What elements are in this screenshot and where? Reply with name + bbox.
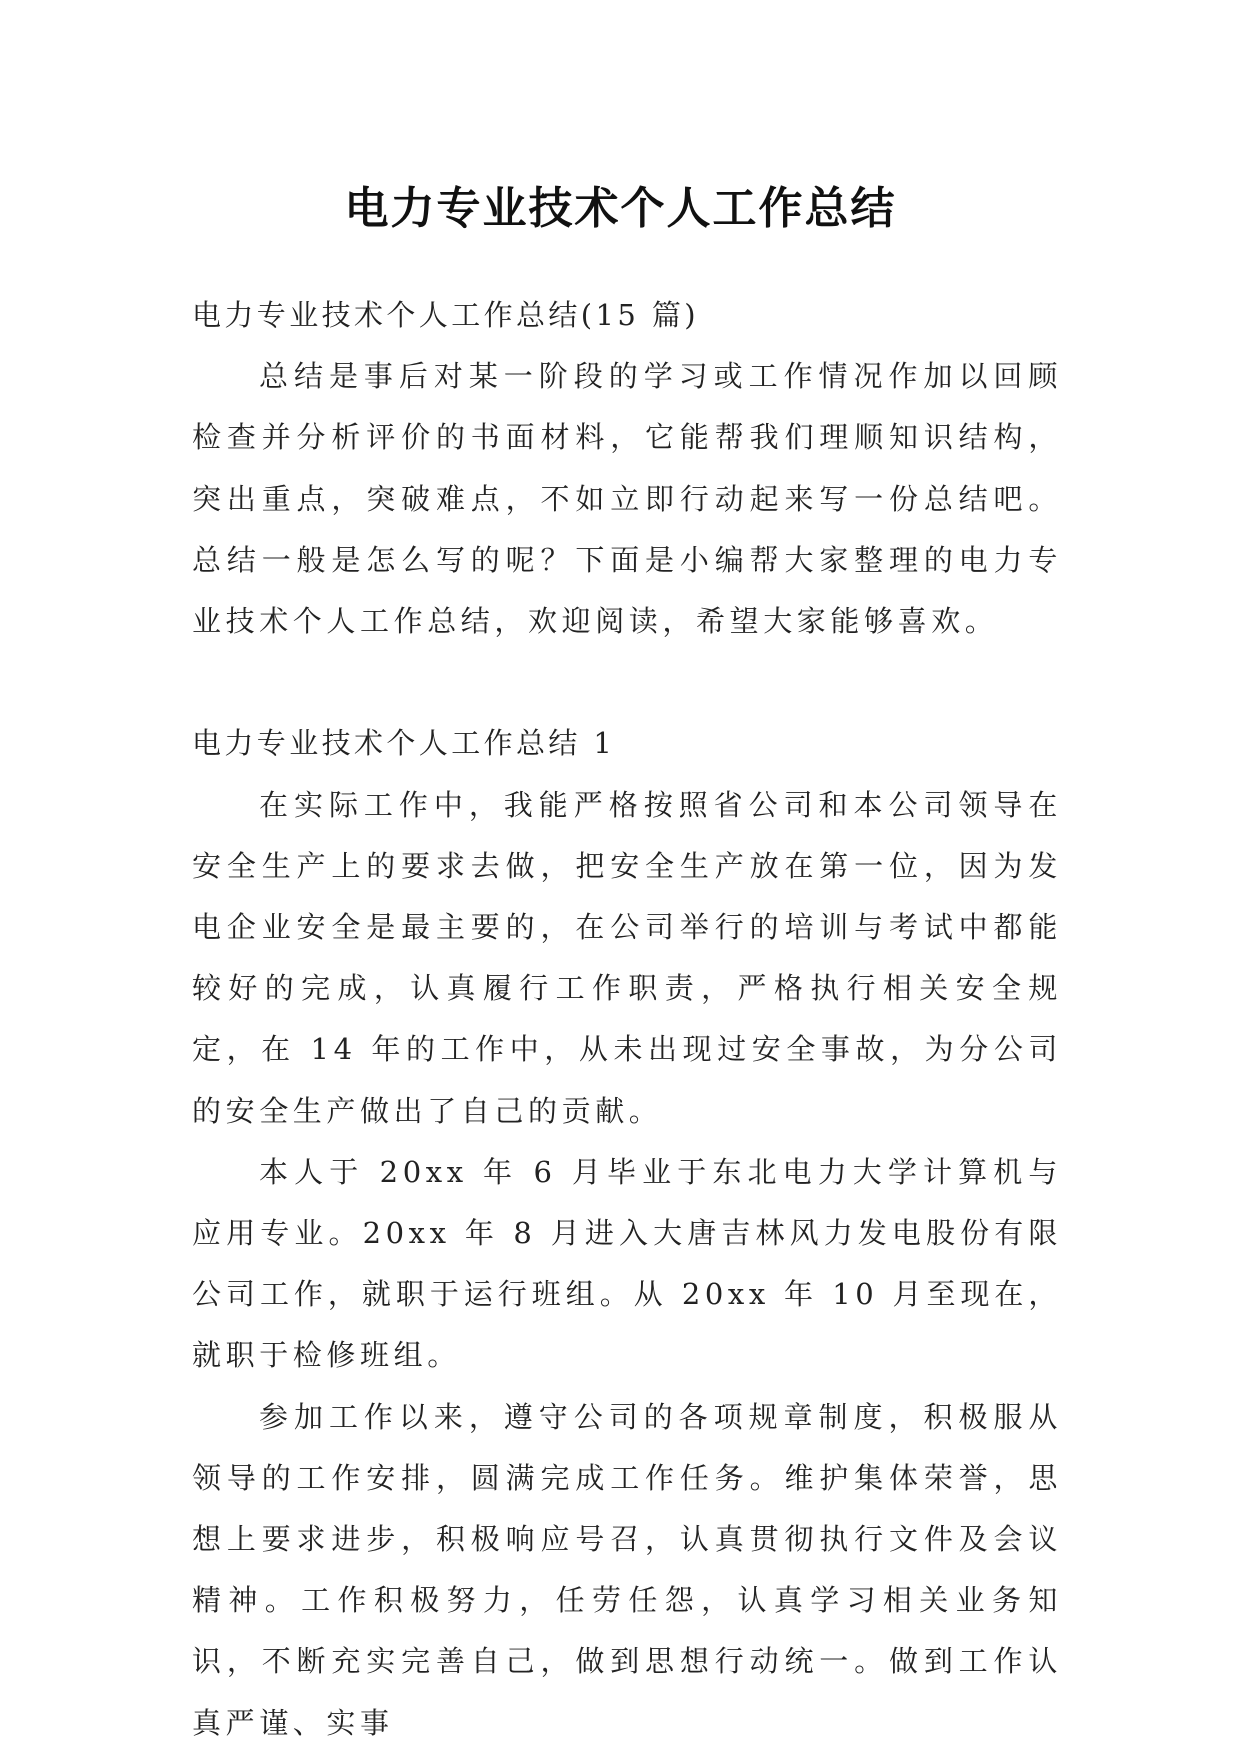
section-spacer [192, 652, 1062, 713]
section-heading: 电力专业技术个人工作总结 1 [192, 726, 616, 761]
body-paragraph: 本人于 20xx 年 6 月毕业于东北电力大学计算机与应用专业。20xx 年 8 月进入大唐吉林风力发电股份有限公司工作，就职于运行班组。从 20xx 年 10 月至现在，就职于检修班组。 [192, 1154, 1062, 1373]
document-title: 电力专业技术个人工作总结 [344, 183, 897, 235]
document-body [192, 285, 1062, 1754]
body-paragraph: 在实际工作中，我能严格按照省公司和本公司领导在安全生产上的要求去做，把安全生产放在第一位，因为发电企业安全是最主要的，在公司举行的培训与考试中都能较好的完成，认真履行工作职责，严格执行相关安全规定，在 14 年的工作中，从未出现过安全事故，为分公司的安全生产做出了自己的贡献。 [192, 787, 1062, 1128]
document-subtitle: 电力专业技术个人工作总结(15 篇) [192, 298, 699, 332]
intro-paragraph: 总结是事后对某一阶段的学习或工作情况作加以回顾检查并分析评价的书面材料，它能帮我们理顺知识结构，突出重点，突破难点，不如立即行动起来写一份总结吧。总结一般是怎么写的呢？下面是小编帮大家整理的电力专业技术个人工作总结，欢迎阅读，希望大家能够喜欢。 [192, 359, 1062, 639]
body-paragraph: 参加工作以来，遵守公司的各项规章制度，积极服从领导的工作安排，圆满完成工作任务。维护集体荣誉，思想上要求进步，积极响应号召，认真贯彻执行文件及会议精神。工作积极努力，任劳任怨，认真学习相关业务知识，不断充实完善自己，做到思想行动统一。做到工作认真严谨、实事 [192, 1399, 1062, 1740]
